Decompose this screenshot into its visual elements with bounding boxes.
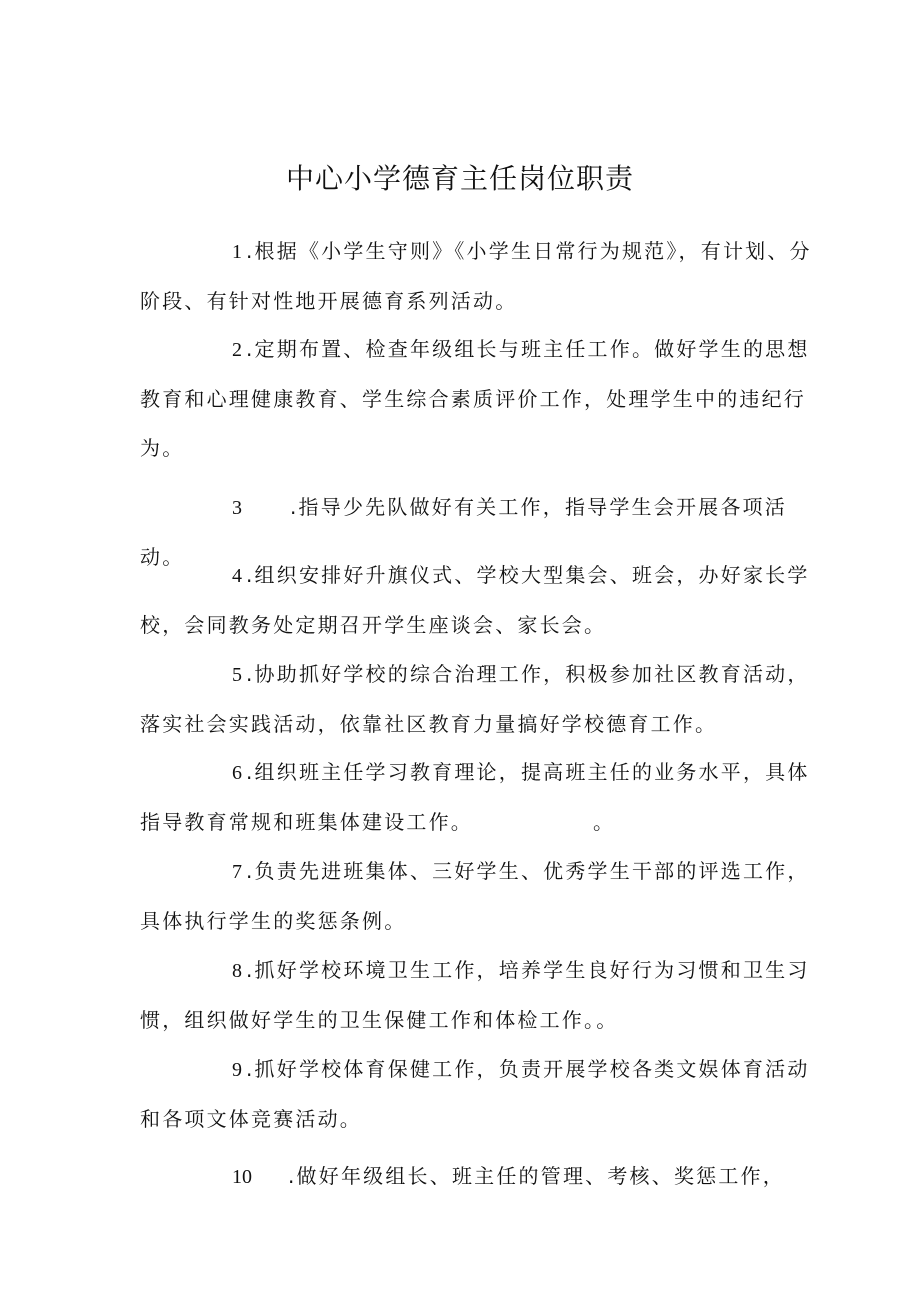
- item-number: 2: [232, 339, 242, 361]
- item-text: .根据《小学生守则》《小学生日常行为规范》，有计划、分阶段、有针对性地开展德育系列活动。: [140, 239, 812, 313]
- duty-item-2: [140, 325, 820, 473]
- item-text: .组织安排好升旗仪式、学校大型集会、班会，办好家长学校，会同教务处定期召开学生座谈会、家长会。: [140, 563, 810, 637]
- duty-item-10: [140, 1152, 820, 1202]
- item-text: .定期布置、检查年级组长与班主任工作。做好学生的思想教育和心理健康教育、学生综合素质评价工作，处理学生中的违纪行为。: [140, 337, 810, 460]
- duty-item-7: [140, 847, 820, 946]
- item-number: 7: [232, 861, 242, 883]
- duty-item-4: [140, 551, 820, 650]
- item-text: .抓好学校体育保健工作，负责开展学校各类文娱体育活动和各项文体竞赛活动。: [140, 1057, 810, 1131]
- duty-item-1: [140, 227, 820, 326]
- item-text: .负责先进班集体、三好学生、优秀学生干部的评选工作，具体执行学生的奖惩条例。: [140, 859, 810, 933]
- item-text: .协助抓好学校的综合治理工作，积极参加社区教育活动，落实社会实践活动，依靠社区教育力量搞好学校德育工作。: [140, 662, 810, 736]
- duty-item-6: [140, 748, 820, 847]
- item-text: .做好年级组长、班主任的管理、考核、奖惩工作，: [288, 1164, 785, 1188]
- page-title: 中心小学德育主任岗位职责: [285, 161, 634, 195]
- item-number: 1: [232, 241, 242, 263]
- trailing-mark: 。: [593, 810, 616, 834]
- item-number: 4: [232, 565, 242, 587]
- item-text: .组织班主任学习教育理论，提高班主任的业务水平，具体指导教育常规和班集体建设工作。: [140, 760, 810, 834]
- item-text: .指导少先队做好有关工作，指导学生会开展各项活动。: [140, 495, 787, 569]
- item-number: 5: [232, 664, 242, 686]
- duty-item-9: [140, 1045, 820, 1144]
- item-number: 8: [232, 960, 242, 982]
- item-number: 10: [232, 1166, 252, 1188]
- duty-item-8: [140, 946, 820, 1045]
- item-number: 9: [232, 1059, 242, 1081]
- item-number: 6: [232, 762, 242, 784]
- item-number: 3: [232, 497, 242, 519]
- item-text: .抓好学校环境卫生工作，培养学生良好行为习惯和卫生习惯，组织做好学生的卫生保健工作和体检工作。。: [140, 958, 810, 1032]
- duty-item-5: [140, 650, 820, 749]
